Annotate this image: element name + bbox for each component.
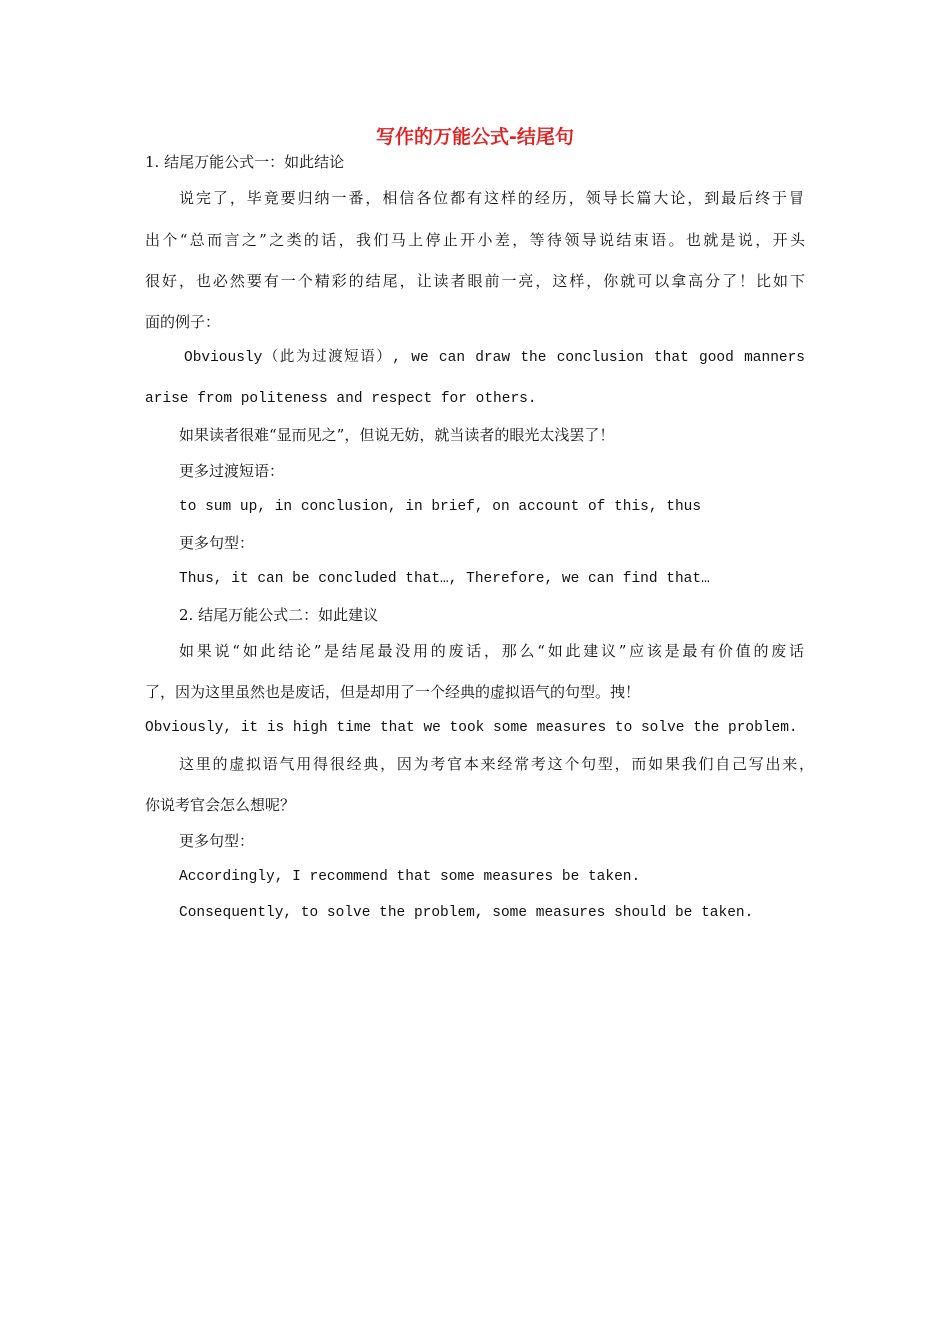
section-1-example-line-2: arise from politeness and respect for others.: [145, 391, 537, 407]
section-1-paragraph-line-4: 面的例子：: [145, 313, 221, 331]
section-2-example: Obviously, it is high time that we took some measures to solve the problem.: [145, 720, 798, 736]
section-1-heading: 1. 结尾万能公式一：如此结论: [145, 153, 345, 171]
section-1-paragraph-line-3: 很好，也必然要有一个精彩的结尾，让读者眼前一亮，这样，你就可以拿高分了！比如下: [145, 272, 805, 290]
transition-phrases: to sum up, in conclusion, in brief, on account of this, thus: [179, 499, 702, 515]
sentence-pattern-2a: Accordingly, I recommend that some measures be taken.: [179, 869, 641, 885]
sentence-pattern-2b: Consequently, to solve the problem, some measures should be taken.: [179, 905, 754, 921]
more-patterns-label-2: 更多句型：: [179, 832, 255, 850]
section-2-paragraph-2-line-1: 这里的虚拟语气用得很经典，因为考官本来经常考这个句型，而如果我们自己写出来，: [179, 755, 814, 773]
section-2-paragraph-line-2: 了，因为这里虽然也是废话，但是却用了一个经典的虚拟语气的句型。拽！: [145, 683, 641, 701]
more-transitions-label: 更多过渡短语：: [179, 462, 285, 480]
section-2-paragraph-2-line-2: 你说考官会怎么想呢？: [145, 796, 296, 814]
sentence-patterns-1: Thus, it can be concluded that…, Therefore, we can find that…: [179, 571, 710, 587]
section-2-heading: 2. 结尾万能公式二：如此建议: [179, 606, 379, 624]
section-2-paragraph-line-1: 如果说“如此结论”是结尾最没用的废话，那么“如此建议”应该是最有价值的废话: [179, 642, 804, 660]
document-title: 写作的万能公式-结尾句: [376, 126, 574, 148]
section-1-comment: 如果读者很难“显而见之”，但说无妨，就当读者的眼光太浅罢了！: [179, 426, 615, 444]
section-1-example-line-1: Obviously（此为过渡短语）, we can draw the conclusion that good manners: [184, 350, 805, 366]
section-1-paragraph-line-2: 出个“总而言之”之类的话，我们马上停止开小差，等待领导说结束语。也就是说，开头: [145, 231, 805, 249]
section-1-paragraph-line-1: 说完了，毕竟要归纳一番，相信各位都有这样的经历，领导长篇大论，到最后终于冒: [179, 189, 804, 207]
more-patterns-label-1: 更多句型：: [179, 534, 255, 552]
